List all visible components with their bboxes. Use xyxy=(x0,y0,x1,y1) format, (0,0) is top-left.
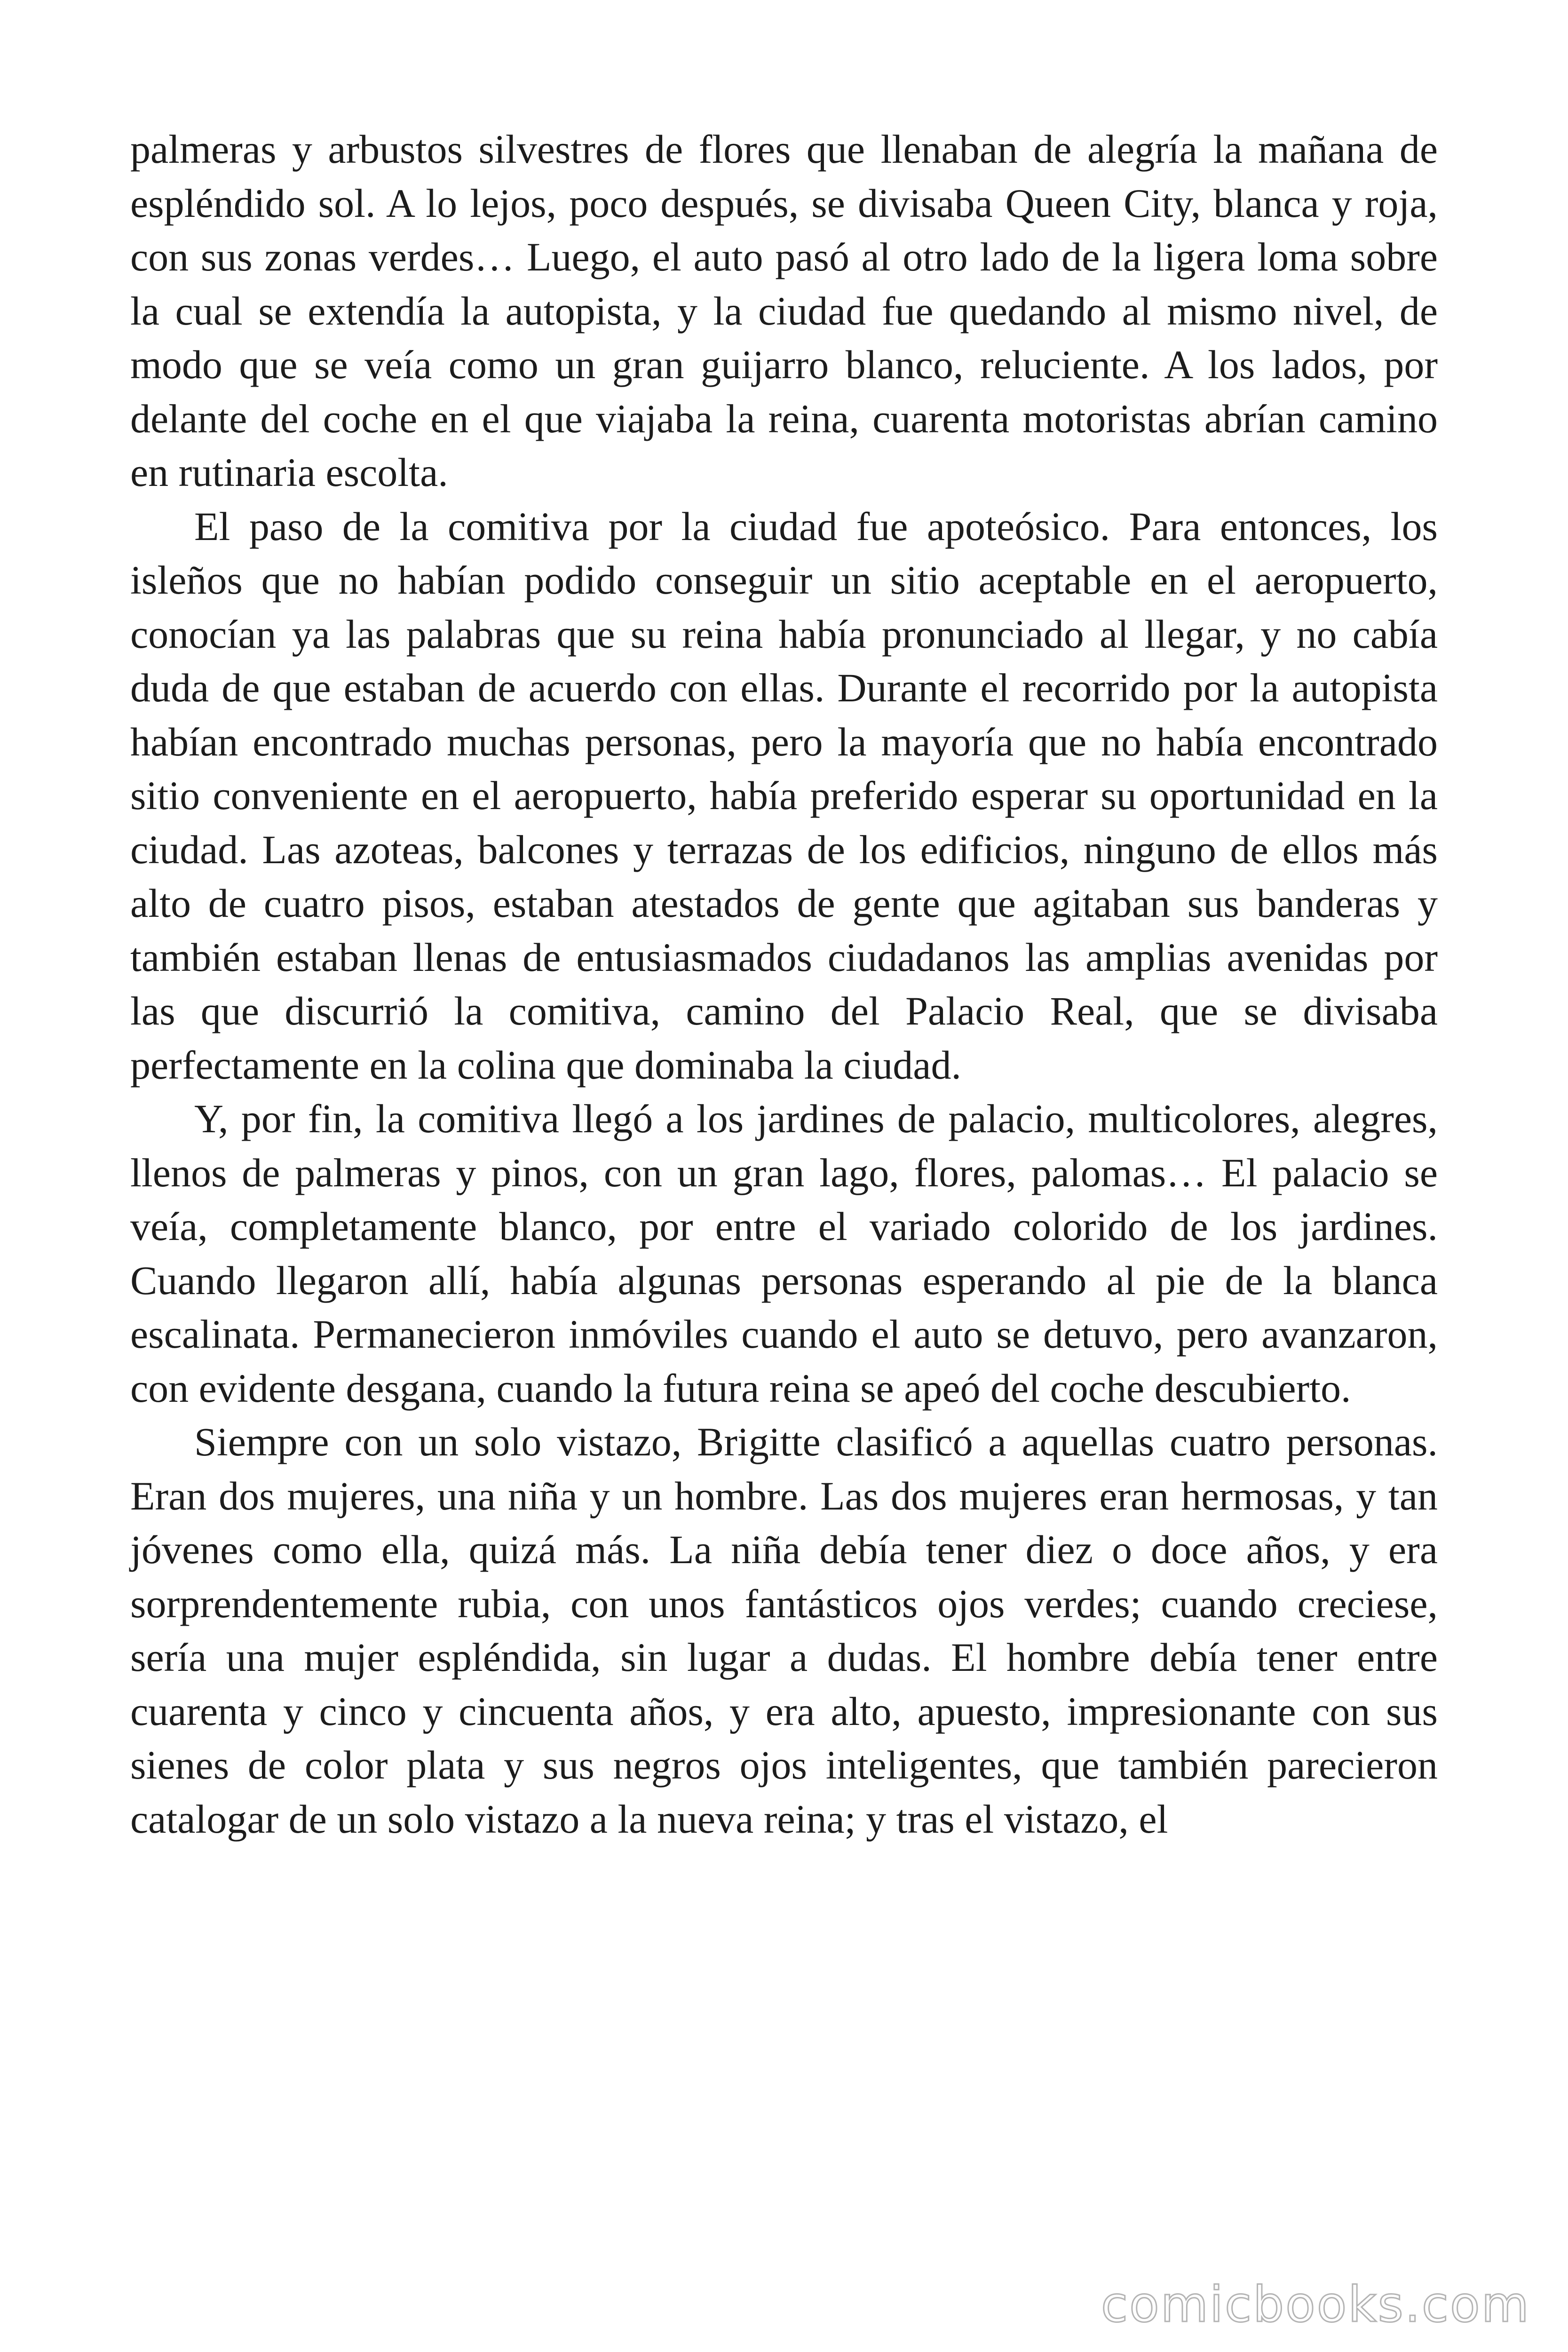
watermark-logo: comicbooks.com xyxy=(1101,2276,1530,2333)
book-page-text xyxy=(130,122,1438,1846)
paragraph-3: Y, por fin, la comitiva llegó a los jardines de palacio, multicolores, alegres, llenos de palmeras y pinos, con un gran lago, flores, palomas… El palacio se veía, completamente blanco, por entre el variado colorido de los jardines. Cuando llegaron allí, había algunas personas esperando al pie de la blanca escalinata. Permanecieron inmóviles cuando el auto se detuvo, pero avanzaron, con evidente desgana, cuando la futura reina se apeó del coche descubierto. xyxy=(130,1096,1438,1411)
paragraph-4: Siempre con un solo vistazo, Brigitte clasificó a aquellas cuatro personas. Eran dos mujeres, una niña y un hombre. Las dos mujeres eran hermosas, y tan jóvenes como ella, quizá más. La niña debía tener diez o doce años, y era sorprendentemente rubia, con unos fantásticos ojos verdes; cuando creciese, sería una mujer espléndida, sin lugar a dudas. El hombre debía tener entre cuarenta y cinco y cincuenta años, y era alto, apuesto, impresionante con sus sienes de color plata y sus negros ojos inteligentes, que también parecieron catalogar de un solo vistazo a la nueva reina; y tras el vistazo, el xyxy=(130,1419,1438,1842)
paragraph-1: palmeras y arbustos silvestres de flores que llenaban de alegría la mañana de espléndido sol. A lo lejos, poco después, se divisaba Queen City, blanca y roja, con sus zonas verdes… Luego, el auto pasó al otro lado de la ligera loma sobre la cual se extendía la autopista, y la ciudad fue quedando al mismo nivel, de modo que se veía como un gran guijarro blanco, reluciente. A los lados, por delante del coche en el que viajaba la reina, cuarenta motoristas abrían camino en rutinaria escolta. xyxy=(130,127,1438,495)
paragraph-2: El paso de la comitiva por la ciudad fue apoteósico. Para entonces, los isleños que no habían podido conseguir un sitio aceptable en el aeropuerto, conocían ya las palabras que su reina había pronunciado al llegar, y no cabía duda de que estaban de acuerdo con ellas. Durante el recorrido por la autopista habían encontrado muchas personas, pero la mayoría que no había encontrado sitio conveniente en el aeropuerto, había preferido esperar su oportunidad en la ciudad. Las azoteas, balcones y terrazas de los edificios, ninguno de ellos más alto de cuatro pisos, estaban atestados de gente que agitaban sus banderas y también estaban llenas de entusiasmados ciudadanos las amplias avenidas por las que discurrió la comitiva, camino del Palacio Real, que se divisaba perfectamente en la colina que dominaba la ciudad. xyxy=(130,503,1438,1088)
